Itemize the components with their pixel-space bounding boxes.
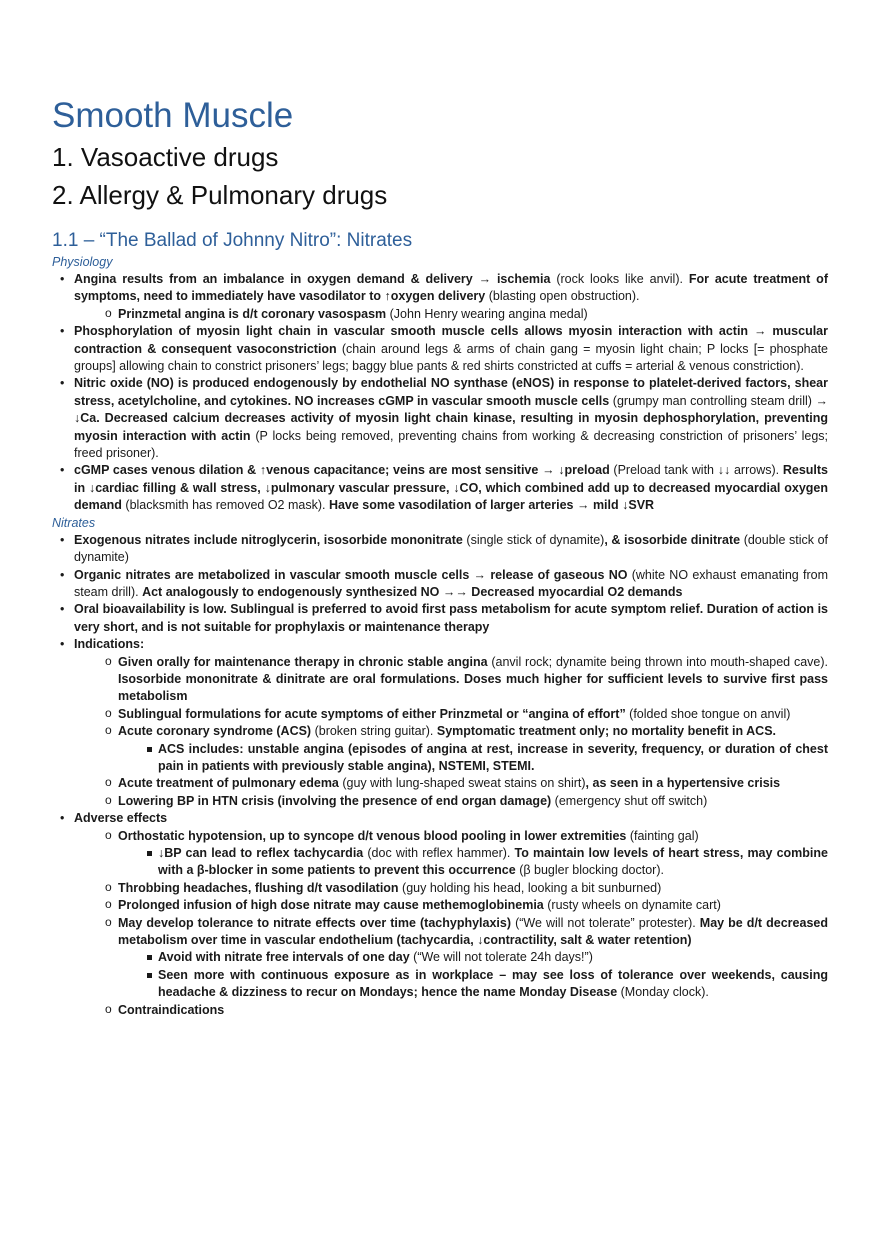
page-title: Smooth Muscle: [52, 96, 294, 135]
plain-text: (white NO exhaust emanating from steam drill).: [74, 567, 828, 599]
plain-text: (Preload tank with ↓↓ arrows).: [609, 463, 783, 478]
bold-text: Oral bioavailability is low. Sublingual is preferred to avoid first pass metabolism for acute symptom relief. Duration of action is very short, and is not suitable for prophylaxis or maintenance therapy: [74, 602, 828, 634]
plain-text: (rusty wheels on dynamite cart): [543, 898, 721, 913]
bold-text: Lowering BP in HTN crisis (involving the presence of end organ damage): [118, 793, 552, 808]
list-item: [52, 323, 828, 375]
list-item: [96, 775, 828, 792]
plain-text: (guy holding his head, looking a bit sunburned): [398, 880, 662, 895]
bold-text: Phosphorylation of myosin light chain in vascular smooth muscle cells allows myosin interaction with actin → muscular contraction & consequent vasoconstriction: [74, 324, 828, 356]
plain-text: (single stick of dynamite): [462, 532, 605, 547]
list-item: [140, 967, 828, 1002]
bold-text: Exogenous nitrates include nitroglycerin, isosorbide mononitrate: [74, 532, 463, 547]
bold-text: Nitric oxide (NO) is produced endogenously by endothelial NO synthase (eNOS) in response to platelet-derived factors, shear stress, acetylcholine, and cytokines. NO increases cGMP in vascular smooth muscle cells: [74, 376, 828, 408]
list-item: [52, 567, 828, 602]
list-item: [96, 1002, 828, 1019]
list-item: [52, 532, 828, 567]
list-item: [96, 654, 828, 706]
bold-text: ↓BP can lead to reflex tachycardia: [158, 846, 364, 860]
plain-text: (folded shoe tongue on anvil): [625, 706, 791, 721]
list-item: [96, 897, 828, 914]
sub-sub-list: [118, 845, 828, 880]
plain-text: (“We will not tolerate” protester).: [511, 915, 700, 930]
bold-text: , as seen in a hypertensive crisis: [585, 776, 781, 791]
bold-text: To maintain low levels of heart stress, may combine with a β-blocker in some patients to prevent this occurrence: [158, 846, 828, 878]
plain-text: (blacksmith has removed O2 mask).: [121, 498, 329, 513]
list-item: [52, 375, 828, 462]
bold-text: Contraindications: [118, 1002, 225, 1017]
bold-text: Throbbing headaches, flushing d/t vasodilation: [118, 880, 399, 895]
plain-text: (chain around legs & arms of chain gang = myosin light chain; P locks [= phosphate groups] allowing chain to constrict prisoners’ legs; baggy blue pants & red shirts constricted at cuffs = arterial & venous constriction).: [74, 341, 828, 374]
plain-text: (fainting gal): [626, 828, 699, 843]
bold-text: ACS includes: unstable angina (episodes of angina at rest, increase in severity, frequency, or duration of chest pain in patients with previously stable angina), NSTEMI, STEMI.: [158, 741, 828, 773]
list-item: [52, 601, 828, 636]
plain-text: (blasting open obstruction).: [485, 289, 640, 304]
physiology-list: [52, 271, 828, 515]
plain-text: (rock looks like anvil).: [550, 272, 689, 286]
physiology-label: Physiology: [52, 255, 113, 269]
bold-text: , & isosorbide dinitrate: [604, 532, 741, 547]
bold-text: Acute coronary syndrome (ACS): [118, 724, 312, 739]
list-item: [140, 845, 828, 880]
sub-sub-list: [118, 741, 828, 776]
list-item: [140, 949, 828, 966]
subtitle-allergy-pulmonary: 2. Allergy & Pulmonary drugs: [52, 180, 388, 210]
bold-text: Results in ↓cardiac filling & wall stress, ↓pulmonary vascular pressure, ↓CO, which combined add up to decreased myocardial oxygen demand: [74, 463, 828, 513]
plain-text: (doc with reflex hammer).: [363, 846, 515, 860]
plain-text: (“We will not tolerate 24h days!”): [409, 950, 593, 965]
bold-text: Have some vasodilation of larger arteries → mild ↓SVR: [328, 498, 655, 513]
bold-text: Organic nitrates are metabolized in vascular smooth muscle cells → release of gaseous NO: [74, 567, 628, 582]
bold-text: Prinzmetal angina is d/t coronary vasospasm: [118, 306, 387, 321]
list-item: [96, 828, 828, 880]
bold-text: → ↓Ca. Decreased calcium decreases activity of myosin light chain kinase, resulting in myosin dephosphorylation, preventing myosin interaction with actin: [74, 393, 828, 443]
bold-text: cGMP cases venous dilation & ↑venous capacitance; veins are most sensitive → ↓preload: [74, 463, 610, 478]
sub-list: [74, 306, 828, 323]
bold-text: Act analogously to endogenously synthesized NO →→ Decreased myocardial O2 demands: [142, 584, 683, 599]
bold-text: Sublingual formulations for acute symptoms of either Prinzmetal or “angina of effort”: [118, 706, 626, 721]
bold-text: May be d/t decreased metabolism over time in vascular endothelium (tachycardia, ↓contractility, salt & water retention): [118, 915, 828, 948]
list-item: [52, 271, 828, 323]
plain-text: (emergency shut off switch): [551, 793, 708, 808]
section-heading: 1.1 – “The Ballad of Johnny Nitro”: Nitrates: [52, 230, 413, 251]
sub-sub-list: [118, 949, 828, 1001]
bold-text: Avoid with nitrate free intervals of one day: [158, 950, 410, 965]
bold-text: Symptomatic treatment only; no mortality benefit in ACS.: [436, 724, 777, 739]
list-item: [96, 793, 828, 810]
list-item-adverse: [52, 810, 828, 1019]
plain-text: (broken string guitar).: [311, 724, 437, 739]
bold-text: May develop tolerance to nitrate effects over time (tachyphylaxis): [118, 915, 512, 930]
list-item: [96, 880, 828, 897]
plain-text: (P locks being removed, preventing chains from working & decreasing constriction of prisoners’ legs; freed prisoner).: [74, 428, 829, 461]
bold-text: Seen more with continuous exposure as in workplace – may see loss of tolerance over weekends, causing headache & dizziness to recur on Mondays; hence the name Monday Disease: [158, 967, 828, 1000]
nitrates-list: [52, 532, 828, 1019]
adverse-list: [74, 828, 828, 1019]
bold-text: Given orally for maintenance therapy in chronic stable angina: [118, 654, 488, 669]
list-item: [96, 706, 828, 723]
bold-text: Orthostatic hypotension, up to syncope d/t venous blood pooling in lower extremities: [118, 828, 627, 843]
page-content: [52, 94, 828, 1019]
list-item-indications: [52, 636, 828, 810]
list-item: [96, 915, 828, 1002]
adverse-label: Adverse effects: [74, 811, 168, 826]
list-item: [96, 723, 828, 775]
list-item: [52, 462, 828, 514]
plain-text: (Monday clock).: [617, 985, 709, 1000]
bold-text: Acute treatment of pulmonary edema: [118, 776, 339, 791]
plain-text: (double stick of dynamite): [74, 532, 828, 565]
bold-text: Angina results from an imbalance in oxygen demand & delivery → ischemia: [74, 272, 551, 286]
subtitle-vasoactive: 1. Vasoactive drugs: [52, 142, 279, 172]
indications-list: [74, 654, 828, 811]
plain-text: (John Henry wearing angina medal): [386, 306, 588, 321]
list-item: [140, 741, 828, 776]
list-item: [96, 306, 828, 323]
bold-text: For acute treatment of symptoms, need to immediately have vasodilator to ↑oxygen delivery: [74, 272, 828, 304]
indications-label: Indications:: [74, 637, 145, 652]
bold-text: Isosorbide mononitrate & dinitrate are oral formulations. Doses much higher for sufficient levels to survive first pass metabolism: [118, 671, 828, 704]
plain-text: (anvil rock; dynamite being thrown into mouth-shaped cave).: [487, 654, 828, 669]
plain-text: (grumpy man controlling steam drill): [609, 393, 816, 408]
plain-text: (β bugler blocking doctor).: [515, 863, 664, 878]
nitrates-label: Nitrates: [52, 515, 96, 530]
plain-text: (guy with lung-shaped sweat stains on shirt): [338, 776, 586, 791]
bold-text: Prolonged infusion of high dose nitrate may cause methemoglobinemia: [118, 898, 544, 913]
